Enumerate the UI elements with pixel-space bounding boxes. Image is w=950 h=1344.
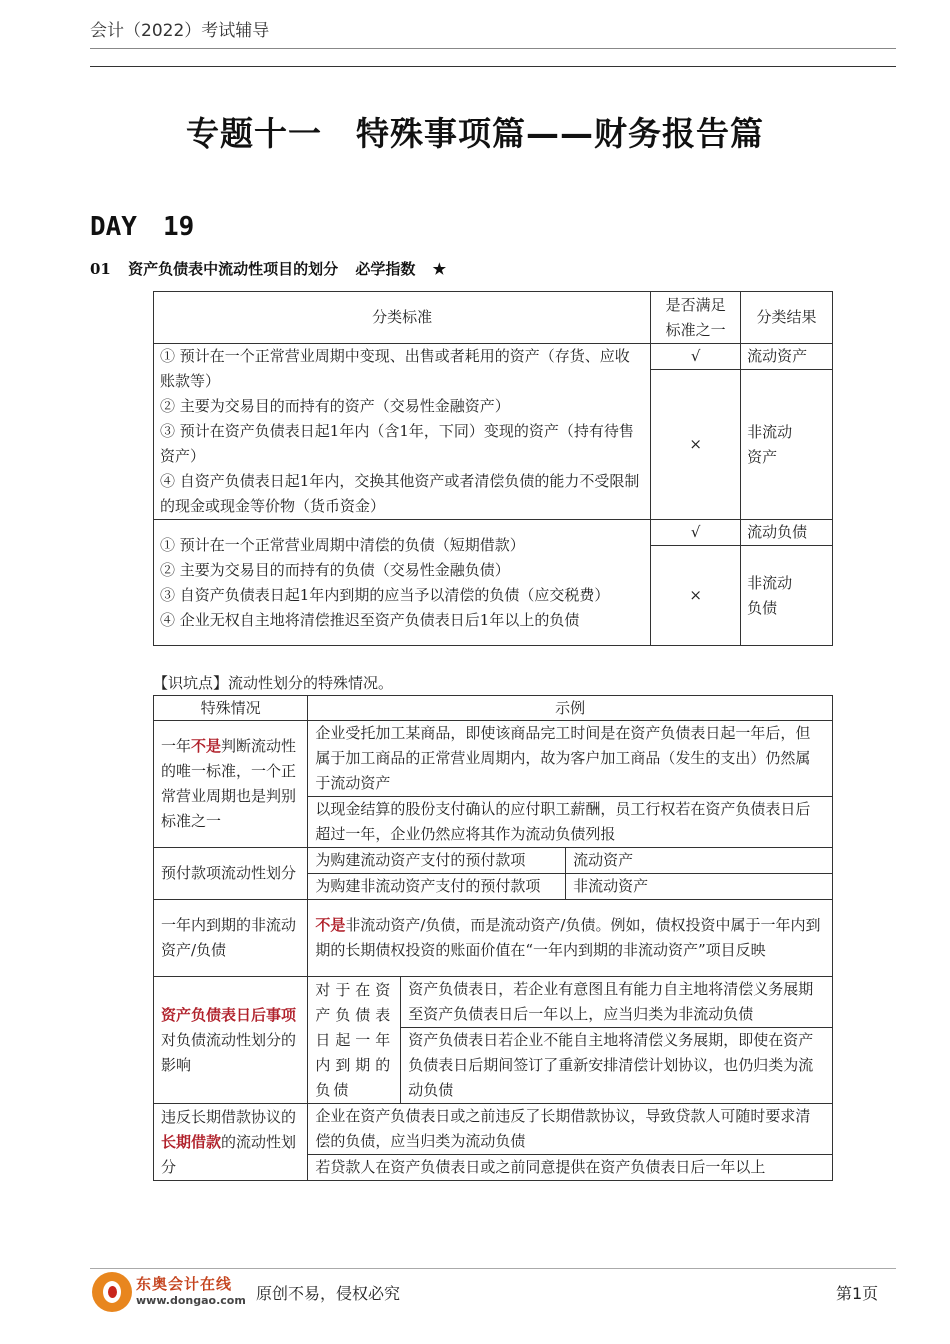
result-current-liability: 流动负债 [741, 520, 833, 546]
case-text: 判断流动性的唯一标准，一个正常营业周期也是判别标准之一 [161, 737, 297, 830]
header-rule-thick [90, 66, 896, 67]
table-row [154, 520, 833, 546]
check-mark: √ [651, 344, 741, 370]
special-cases-table [153, 695, 833, 1181]
example-emphasis: 不是 [315, 916, 346, 934]
header-case: 特殊情况 [154, 696, 308, 721]
liability-criteria-cell [154, 520, 651, 646]
section-index-label: 必学指数 [355, 260, 416, 278]
case-emphasis: 长期借款 [161, 1132, 222, 1151]
case-cell [154, 977, 308, 1104]
logo-dot [108, 1286, 117, 1298]
footer-rule [90, 1268, 896, 1269]
brand-logo [92, 1272, 132, 1312]
page-number: 第1页 [836, 1284, 879, 1303]
example-result: 非流动资产 [566, 874, 833, 900]
example-cell: 企业在资产负债表日或之前违反了长期借款协议，导致贷款人可随时要求清偿的负债，应当归类为流动负债 [308, 1104, 833, 1155]
example-text: 非流动资产/负债，而是流动资产/负债。例如，债权投资中属于一年内到期的长期债权投资的账面价值在“一年内到期的非流动资产”项目反映 [315, 916, 821, 959]
list-item: ④ 自资产负债表日起1年内，交换其他资产或者清偿负债的能力不受限制的现金或现金等价物（货币资金） [160, 472, 640, 515]
example-cell: 若贷款人在资产负债表日或之前同意提供在资产负债表日后一年以上 [308, 1155, 833, 1181]
case-emphasis: 不是 [191, 737, 222, 755]
example-cell: 资产负债表日若企业不能自主地将清偿义务展期，即使在资产负债表日后期间签订了重新安排清偿计划协议，也仍归类为流动负债 [401, 1028, 833, 1104]
table-row [154, 977, 833, 1028]
case-text: 的流动性划分 [161, 1132, 297, 1176]
case-cell: 一年内到期的非流动资产/负债 [154, 900, 308, 977]
list-item: ② 主要为交易目的而持有的资产（交易性金融资产） [160, 397, 510, 415]
example-cell: 资产负债表日，若企业有意图且有能力自主地将清偿义务展期至资产负债表日后一年以上，应当归类为非流动负债 [401, 977, 833, 1028]
table-header-row [154, 696, 833, 721]
brand-site: www.dongao.com [136, 1294, 246, 1307]
list-item: ③ 自资产负债表日起1年内到期的应当予以清偿的负债（应交税费） [160, 585, 610, 604]
header-example: 示例 [308, 696, 833, 721]
header-result: 分类结果 [741, 292, 833, 344]
classification-table [153, 291, 833, 646]
header-criteria: 分类标准 [154, 292, 651, 344]
table-row [154, 1104, 833, 1155]
sub-label-cell: 对于在资产负债表日起一年内到期的负债 [308, 977, 401, 1104]
list-item: ④ 企业无权自主地将清偿推迟至资产负债表日后1年以上的负债 [160, 610, 580, 629]
section-heading [90, 258, 458, 279]
case-emphasis: 资产负债表日后事项 [161, 1005, 297, 1024]
day-label: DAY 19 [90, 212, 195, 242]
example-cell: 为购建非流动资产支付的预付款项 [308, 874, 566, 900]
list-item: ① 预计在一个正常营业周期中变现、出售或者耗用的资产（存货、应收账款等） [160, 347, 630, 390]
footer-slogan: 原创不易，侵权必究 [256, 1284, 401, 1303]
star-icon: ★ [432, 260, 447, 278]
case-text: 一年 [161, 737, 192, 755]
table-row [154, 900, 833, 977]
table-row [154, 848, 833, 874]
case-cell: 预付款项流动性划分 [154, 848, 308, 900]
check-mark: √ [651, 520, 741, 546]
cross-mark: × [651, 546, 741, 646]
list-item: ③ 预计在资产负债表日起1年内（含1年，下同）变现的资产（持有待售资产） [160, 422, 634, 465]
page-title: 专题十一 特殊事项篇——财务报告篇 [186, 114, 764, 153]
result-current-asset: 流动资产 [741, 344, 833, 370]
table-header-row [154, 292, 833, 344]
example-cell [308, 900, 833, 977]
example-cell: 以现金结算的股份支付确认的应付职工薪酬，员工行权若在资产负债表日后超过一年，企业仍然应将其作为流动负债列报 [308, 797, 833, 848]
case-cell [154, 721, 308, 848]
pitfall-label: 【识坑点】流动性划分的特殊情况。 [153, 674, 394, 692]
cross-mark: × [651, 370, 741, 520]
result-noncurrent-asset: 非流动 资产 [741, 370, 833, 520]
table-row [154, 721, 833, 797]
brand-name: 东奥会计在线 [136, 1275, 233, 1293]
case-cell [154, 1104, 308, 1181]
list-item: ① 预计在一个正常营业周期中清偿的负债（短期借款） [160, 535, 525, 554]
section-number: 01 [90, 260, 111, 278]
example-cell: 企业受托加工某商品，即使该商品完工时间是在资产负债表日起一年后，但属于加工商品的正常营业周期内，故为客户加工商品（发生的支出）仍然属于流动资产 [308, 721, 833, 797]
header-title: 会计（2022）考试辅导 [90, 21, 270, 41]
asset-criteria-cell [154, 344, 651, 520]
result-noncurrent-liability: 非流动 负债 [741, 546, 833, 646]
case-text: 违反长期借款协议的 [161, 1107, 297, 1126]
list-item: ② 主要为交易目的而持有的负债（交易性金融负债） [160, 560, 510, 579]
header-rule [90, 48, 896, 49]
case-text: 对负债流动性划分的影响 [161, 1030, 297, 1074]
section-topic: 资产负债表中流动性项目的划分 [128, 260, 339, 278]
example-result: 流动资产 [566, 848, 833, 874]
example-cell: 为购建流动资产支付的预付款项 [308, 848, 566, 874]
table-row [154, 344, 833, 370]
header-meets: 是否满足 标准之一 [651, 292, 741, 344]
